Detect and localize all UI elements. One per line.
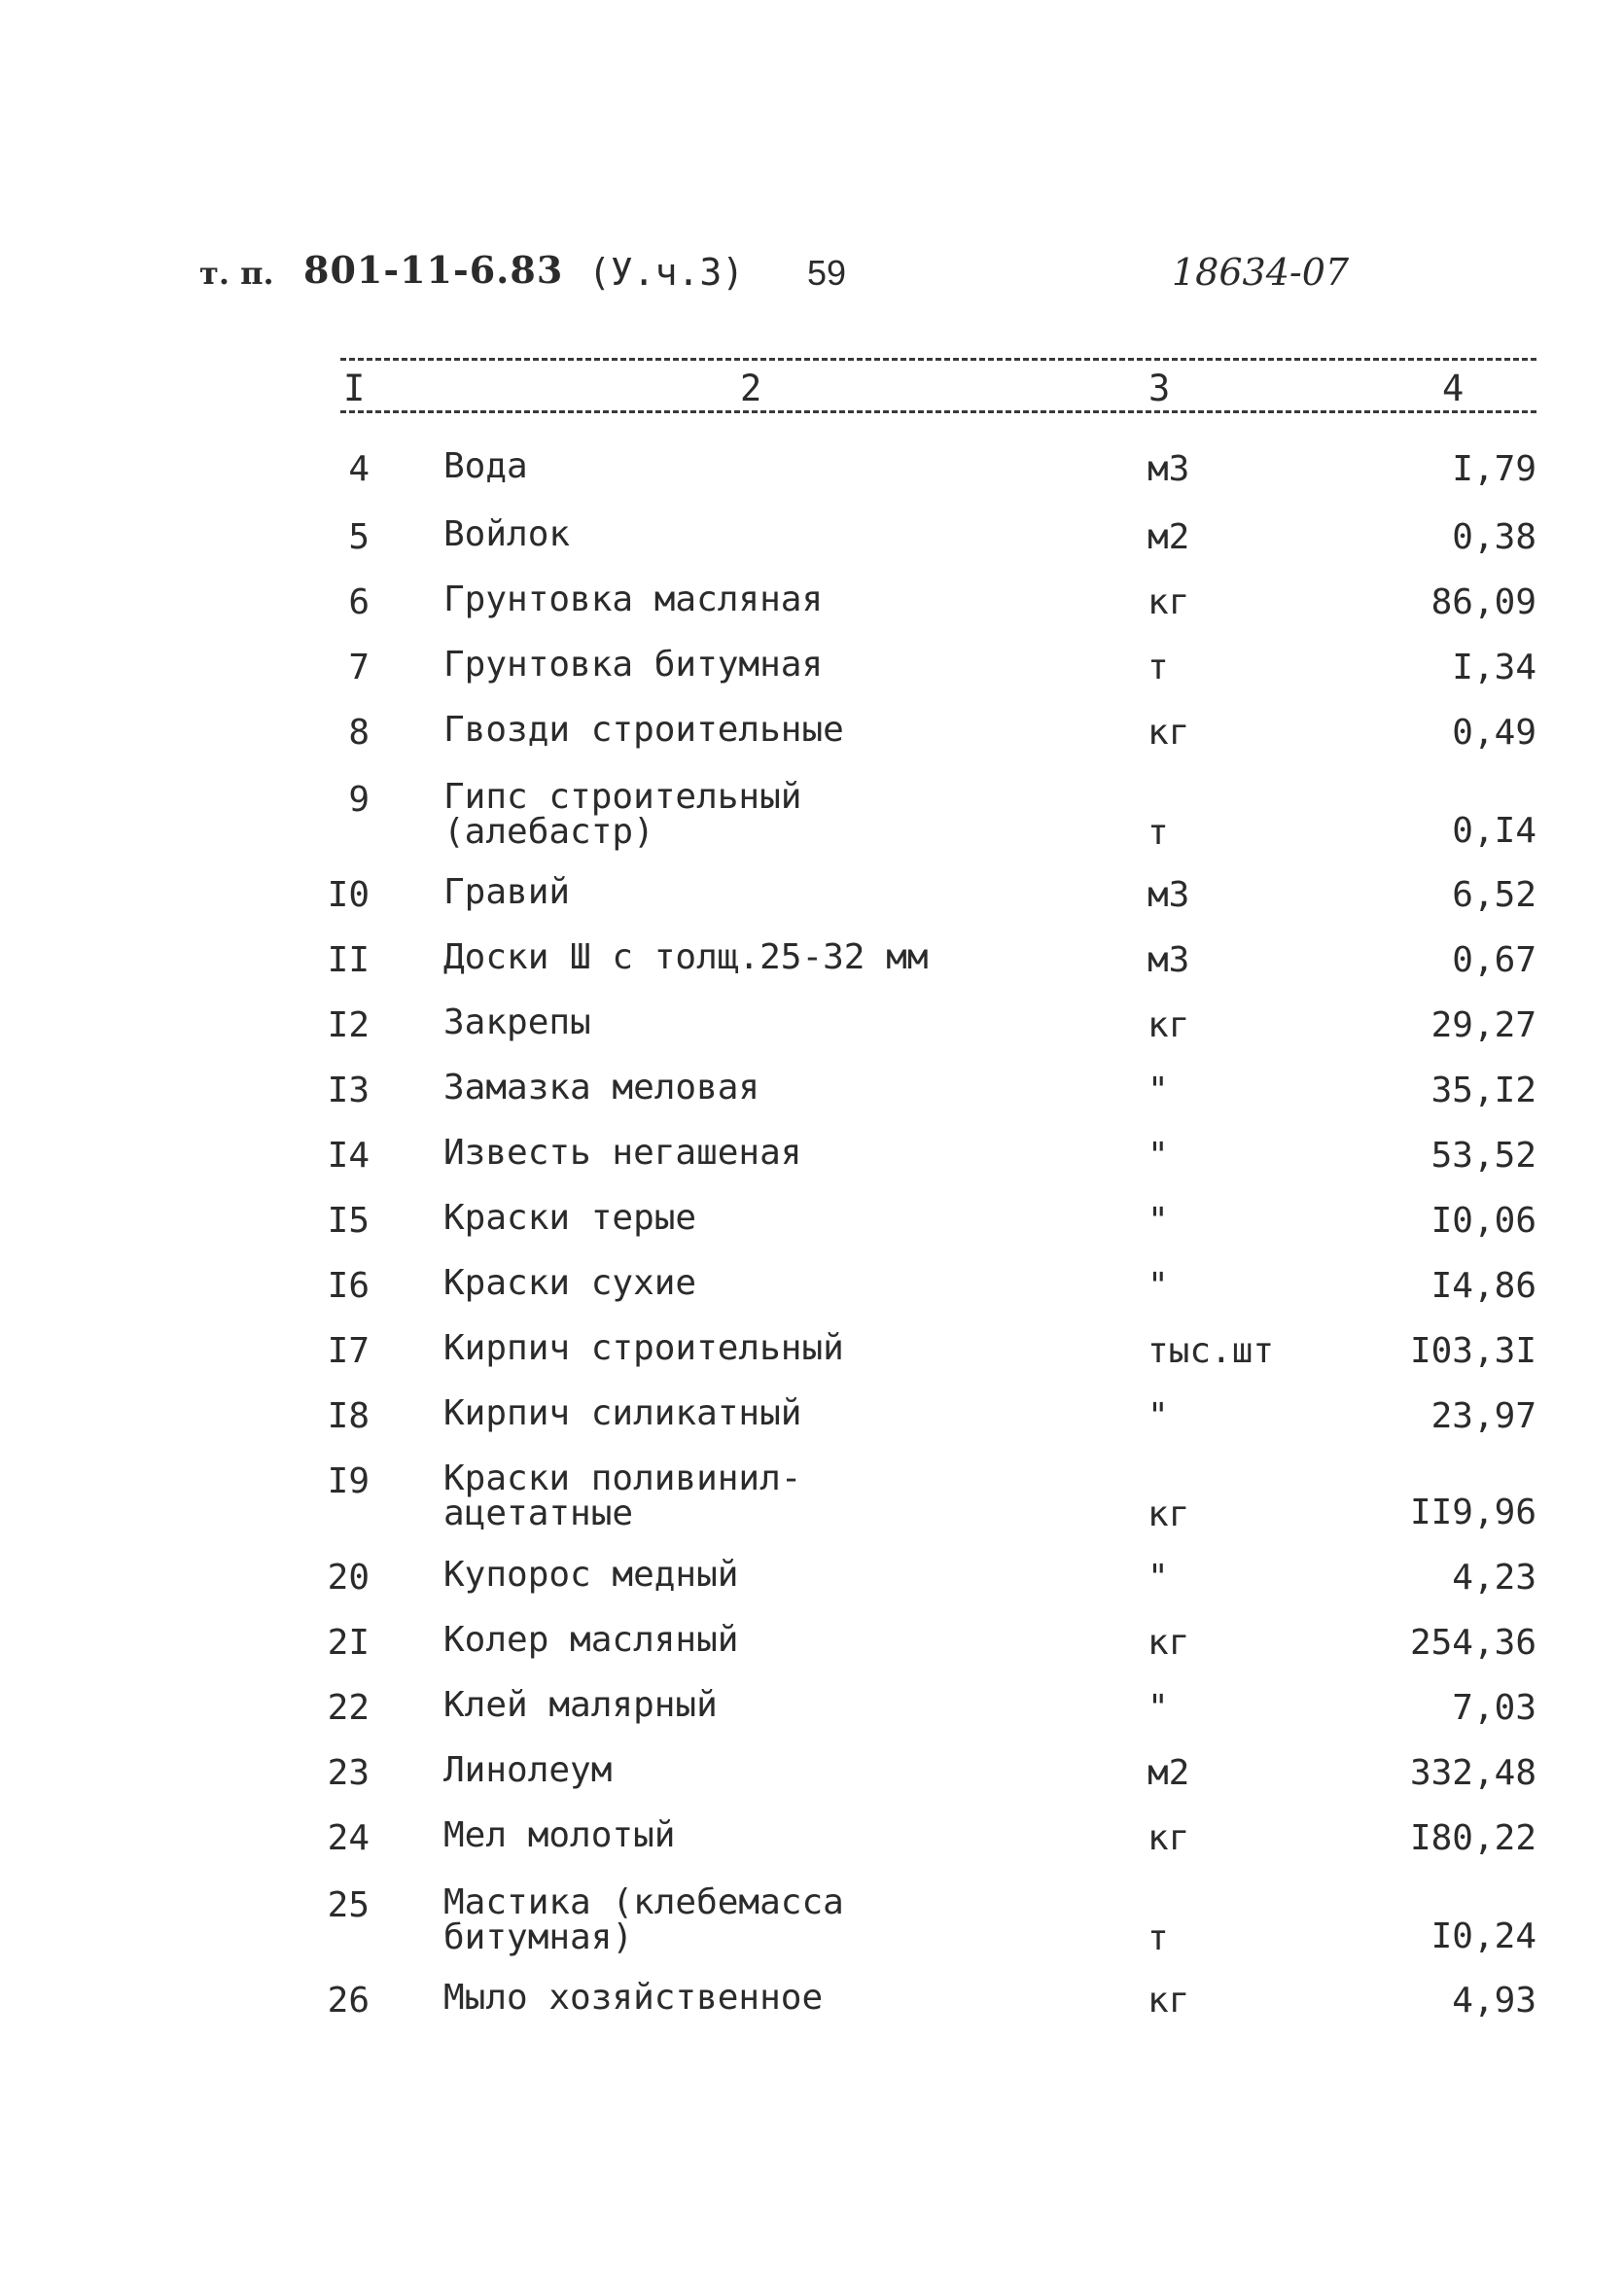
unit: " xyxy=(1147,1266,1169,1306)
unit: т xyxy=(1147,648,1169,687)
quantity: 4,93 xyxy=(1452,1981,1536,2021)
table-row xyxy=(0,1685,1624,1746)
material-name: Кирпич силикатный xyxy=(443,1393,802,1433)
material-name: Мастика (клебемасса битумная) xyxy=(443,1882,844,1957)
column-number-4: 4 xyxy=(1439,368,1466,409)
unit: т xyxy=(1147,813,1169,853)
table-row xyxy=(0,514,1624,576)
unit: " xyxy=(1147,1136,1169,1176)
material-name: Доски Ш с толщ.25-32 мм xyxy=(443,937,929,977)
row-number: 6 xyxy=(348,582,370,622)
material-name: Кирпич строительный xyxy=(443,1328,844,1368)
quantity: 29,27 xyxy=(1430,1005,1536,1045)
unit: м2 xyxy=(1147,517,1190,557)
document-number: 18634-07 xyxy=(1172,251,1350,294)
table-row xyxy=(0,582,1624,641)
column-number-2: 2 xyxy=(737,368,764,409)
material-name: Колер масляный xyxy=(443,1620,739,1660)
table-row xyxy=(0,937,1624,999)
table-row xyxy=(0,1978,1624,2039)
header-part: (У.ч.3) xyxy=(588,251,745,294)
material-name: Купорос медный xyxy=(443,1555,739,1595)
table-row xyxy=(0,1750,1624,1811)
quantity: 7,03 xyxy=(1452,1688,1536,1728)
material-name: Линолеум xyxy=(443,1750,613,1790)
quantity: I,34 xyxy=(1452,648,1536,687)
unit: м3 xyxy=(1147,875,1190,915)
table-row xyxy=(0,645,1624,706)
dashed-rule-bottom xyxy=(340,410,1536,413)
table-row xyxy=(0,777,1624,877)
table-row xyxy=(0,1133,1624,1194)
table-row xyxy=(0,1815,1624,1877)
unit: " xyxy=(1147,1558,1169,1598)
table-row xyxy=(0,1198,1624,1259)
row-number: 20 xyxy=(327,1558,370,1598)
table-row xyxy=(0,1393,1624,1455)
table-row xyxy=(0,710,1624,771)
page-header xyxy=(0,0,1624,350)
row-number: I5 xyxy=(327,1201,370,1241)
quantity: II9,96 xyxy=(1409,1493,1536,1532)
quantity: I80,22 xyxy=(1409,1818,1536,1858)
quantity: I0,24 xyxy=(1430,1916,1536,1956)
quantity: 23,97 xyxy=(1430,1396,1536,1436)
row-number: II xyxy=(327,940,370,980)
page-number: 59 xyxy=(807,253,847,293)
unit: кг xyxy=(1147,1005,1190,1045)
material-name: Гипс строительный (алебастр) xyxy=(443,777,802,852)
quantity: 0,67 xyxy=(1452,940,1536,980)
unit: тыс.шт xyxy=(1147,1331,1275,1371)
row-number: 5 xyxy=(348,517,370,557)
material-name: Известь негашеная xyxy=(443,1133,802,1173)
table-row xyxy=(0,1555,1624,1616)
row-number: 24 xyxy=(327,1818,370,1858)
quantity: 0,38 xyxy=(1452,517,1536,557)
material-name: Грунтовка масляная xyxy=(443,580,824,619)
unit: м2 xyxy=(1147,1753,1190,1793)
quantity: I0,06 xyxy=(1430,1201,1536,1241)
table-row xyxy=(0,1263,1624,1324)
unit: " xyxy=(1147,1688,1169,1728)
unit: кг xyxy=(1147,1494,1190,1534)
quantity: I4,86 xyxy=(1430,1266,1536,1306)
quantity: 0,49 xyxy=(1452,713,1536,753)
unit: кг xyxy=(1147,1981,1190,2021)
quantity: I,79 xyxy=(1452,449,1536,489)
quantity: 6,52 xyxy=(1452,875,1536,915)
unit: " xyxy=(1147,1396,1169,1436)
row-number: I6 xyxy=(327,1266,370,1306)
row-number: I2 xyxy=(327,1005,370,1045)
header-prefix: т. п. xyxy=(199,255,274,292)
table-row xyxy=(0,1620,1624,1681)
dashed-rule-top xyxy=(340,358,1536,361)
quantity: 4,23 xyxy=(1452,1558,1536,1598)
row-number: 9 xyxy=(348,780,370,820)
unit: " xyxy=(1147,1201,1169,1241)
row-number: 25 xyxy=(327,1885,370,1925)
row-number: I8 xyxy=(327,1396,370,1436)
table-row xyxy=(0,1461,1624,1559)
row-number: 4 xyxy=(348,449,370,489)
column-number-1: I xyxy=(340,368,368,409)
material-name: Мыло хозяйственное xyxy=(443,1978,824,2018)
row-number: 22 xyxy=(327,1688,370,1728)
header-code: 801-11-6.83 xyxy=(303,248,564,292)
row-number: I9 xyxy=(327,1461,370,1501)
material-name: Закрепы xyxy=(443,1002,591,1042)
row-number: I0 xyxy=(327,875,370,915)
row-number: I3 xyxy=(327,1071,370,1110)
material-name: Краски терые xyxy=(443,1198,697,1238)
row-number: 2I xyxy=(327,1623,370,1663)
unit: " xyxy=(1147,1071,1169,1110)
unit: кг xyxy=(1147,713,1190,753)
quantity: I03,3I xyxy=(1409,1331,1536,1371)
quantity: 332,48 xyxy=(1409,1753,1536,1793)
material-name: Грунтовка битумная xyxy=(443,645,824,685)
material-name: Гвозди строительные xyxy=(443,710,844,750)
unit: т xyxy=(1147,1918,1169,1958)
quantity: 35,I2 xyxy=(1430,1071,1536,1110)
table-row xyxy=(0,446,1624,508)
material-name: Клей малярный xyxy=(443,1685,718,1725)
material-name: Мел молотый xyxy=(443,1815,676,1855)
unit: кг xyxy=(1147,1623,1190,1663)
material-name: Краски поливинил- ацетатные xyxy=(443,1459,802,1533)
table-row xyxy=(0,1002,1624,1064)
quantity: 254,36 xyxy=(1409,1623,1536,1663)
row-number: 26 xyxy=(327,1981,370,2021)
quantity: 53,52 xyxy=(1430,1136,1536,1176)
table-row xyxy=(0,1328,1624,1389)
table-row xyxy=(0,1068,1624,1129)
material-name: Краски сухие xyxy=(443,1263,697,1303)
quantity: 86,09 xyxy=(1430,582,1536,622)
row-number: 23 xyxy=(327,1753,370,1793)
material-name: Войлок xyxy=(443,514,571,554)
unit: м3 xyxy=(1147,940,1190,980)
table-row xyxy=(0,1882,1624,1983)
row-number: 7 xyxy=(348,648,370,687)
material-name: Гравий xyxy=(443,872,571,912)
row-number: I4 xyxy=(327,1136,370,1176)
quantity: 0,I4 xyxy=(1452,811,1536,851)
unit: кг xyxy=(1147,1818,1190,1858)
material-name: Замазка меловая xyxy=(443,1068,760,1107)
row-number: 8 xyxy=(348,713,370,753)
unit: кг xyxy=(1147,582,1190,622)
row-number: I7 xyxy=(327,1331,370,1371)
unit: м3 xyxy=(1147,449,1190,489)
table-row xyxy=(0,872,1624,933)
material-name: Вода xyxy=(443,446,528,486)
column-number-3: 3 xyxy=(1146,368,1173,409)
column-header xyxy=(340,354,1536,414)
